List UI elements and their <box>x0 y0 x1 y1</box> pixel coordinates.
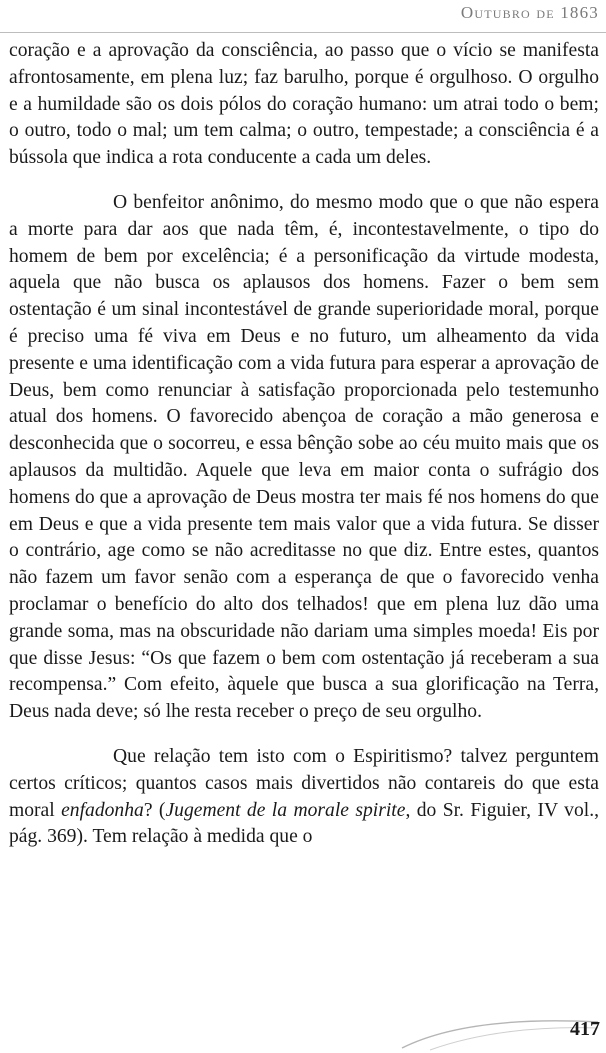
page-number: 417 <box>570 1018 600 1040</box>
paragraph-3-text-b: ? ( <box>143 799 166 821</box>
paragraph-3-text-a: Que relação tem isto com o Espiritismo? talvez perguntem certos críticos; quantos casos mais divertidos não contareis do que esta moral <box>9 745 599 821</box>
paragraph-2: O benfeitor anônimo, do mesmo modo que o que não espera a morte para dar aos que nada têm, é, incontestavelmente, o tipo do homem de bem por excelência; é a personificação da virtude modesta, aquela que não busca os aplausos dos homens. Fazer o bem sem ostentação é um sinal incontestável de grande superioridade moral, porque é preciso uma fé viva em Deus e no futuro, um alheamento da vida presente e uma identificação com a vida futura para esperar a aprovação de Deus, bem como renunciar à satisfação proporcionada pelo testemunho atual dos homens. O favorecido abençoa de coração a mão generosa e desconhecida que o socorreu, e essa bênção sobe ao céu muito mais que os aplausos da multidão. Aquele que leva em maior conta o sufrágio dos homens do que a aprovação de Deus mostra ter mais fé nos homens do que em Deus e que a vida presente tem mais valor que a vida futura. Se disser o contrário, age como se não acreditasse no que diz. Entre estes, quantos não fazem um favor senão com a esperança de que o favorecido venha proclamar o benefício do alto dos telhados! que em plena luz dão uma grande soma, mas na obscuridade não dariam uma simples moeda! Eis por que disse Jesus: “Os que fazem o bem com ostentação já receberam a sua recompensa.” Com efeito, àquele que busca a sua glorificação na Terra, Deus nada deve; só lhe resta receber o preço de seu orgulho. <box>9 191 599 723</box>
body-text <box>9 38 599 851</box>
paragraph-1: coração e a aprovação da consciência, ao passo que o vício se manifesta afrontosamente, em plena luz; faz barulho, porque é orgulhoso. O orgulho e a humildade são os dois pólos do coração humano: um atrai todo o bem; o outro, todo o mal; um tem calma; o outro, tempestade; a consciência é a bússola que indica a rota conducente a cada um deles. <box>9 40 599 169</box>
paragraph-3-text-c: , do Sr. Figuier, IV vol., pág. 369). Tem relação à medida que o <box>9 799 600 848</box>
paragraph-3 <box>9 744 599 851</box>
header-rule <box>0 32 606 33</box>
paragraph-3-italic-title: Jugement de la morale spirite <box>165 799 406 821</box>
running-header: Outubro de 1863 <box>460 3 599 22</box>
paragraph-3-italic-word: enfadonha <box>61 799 144 821</box>
